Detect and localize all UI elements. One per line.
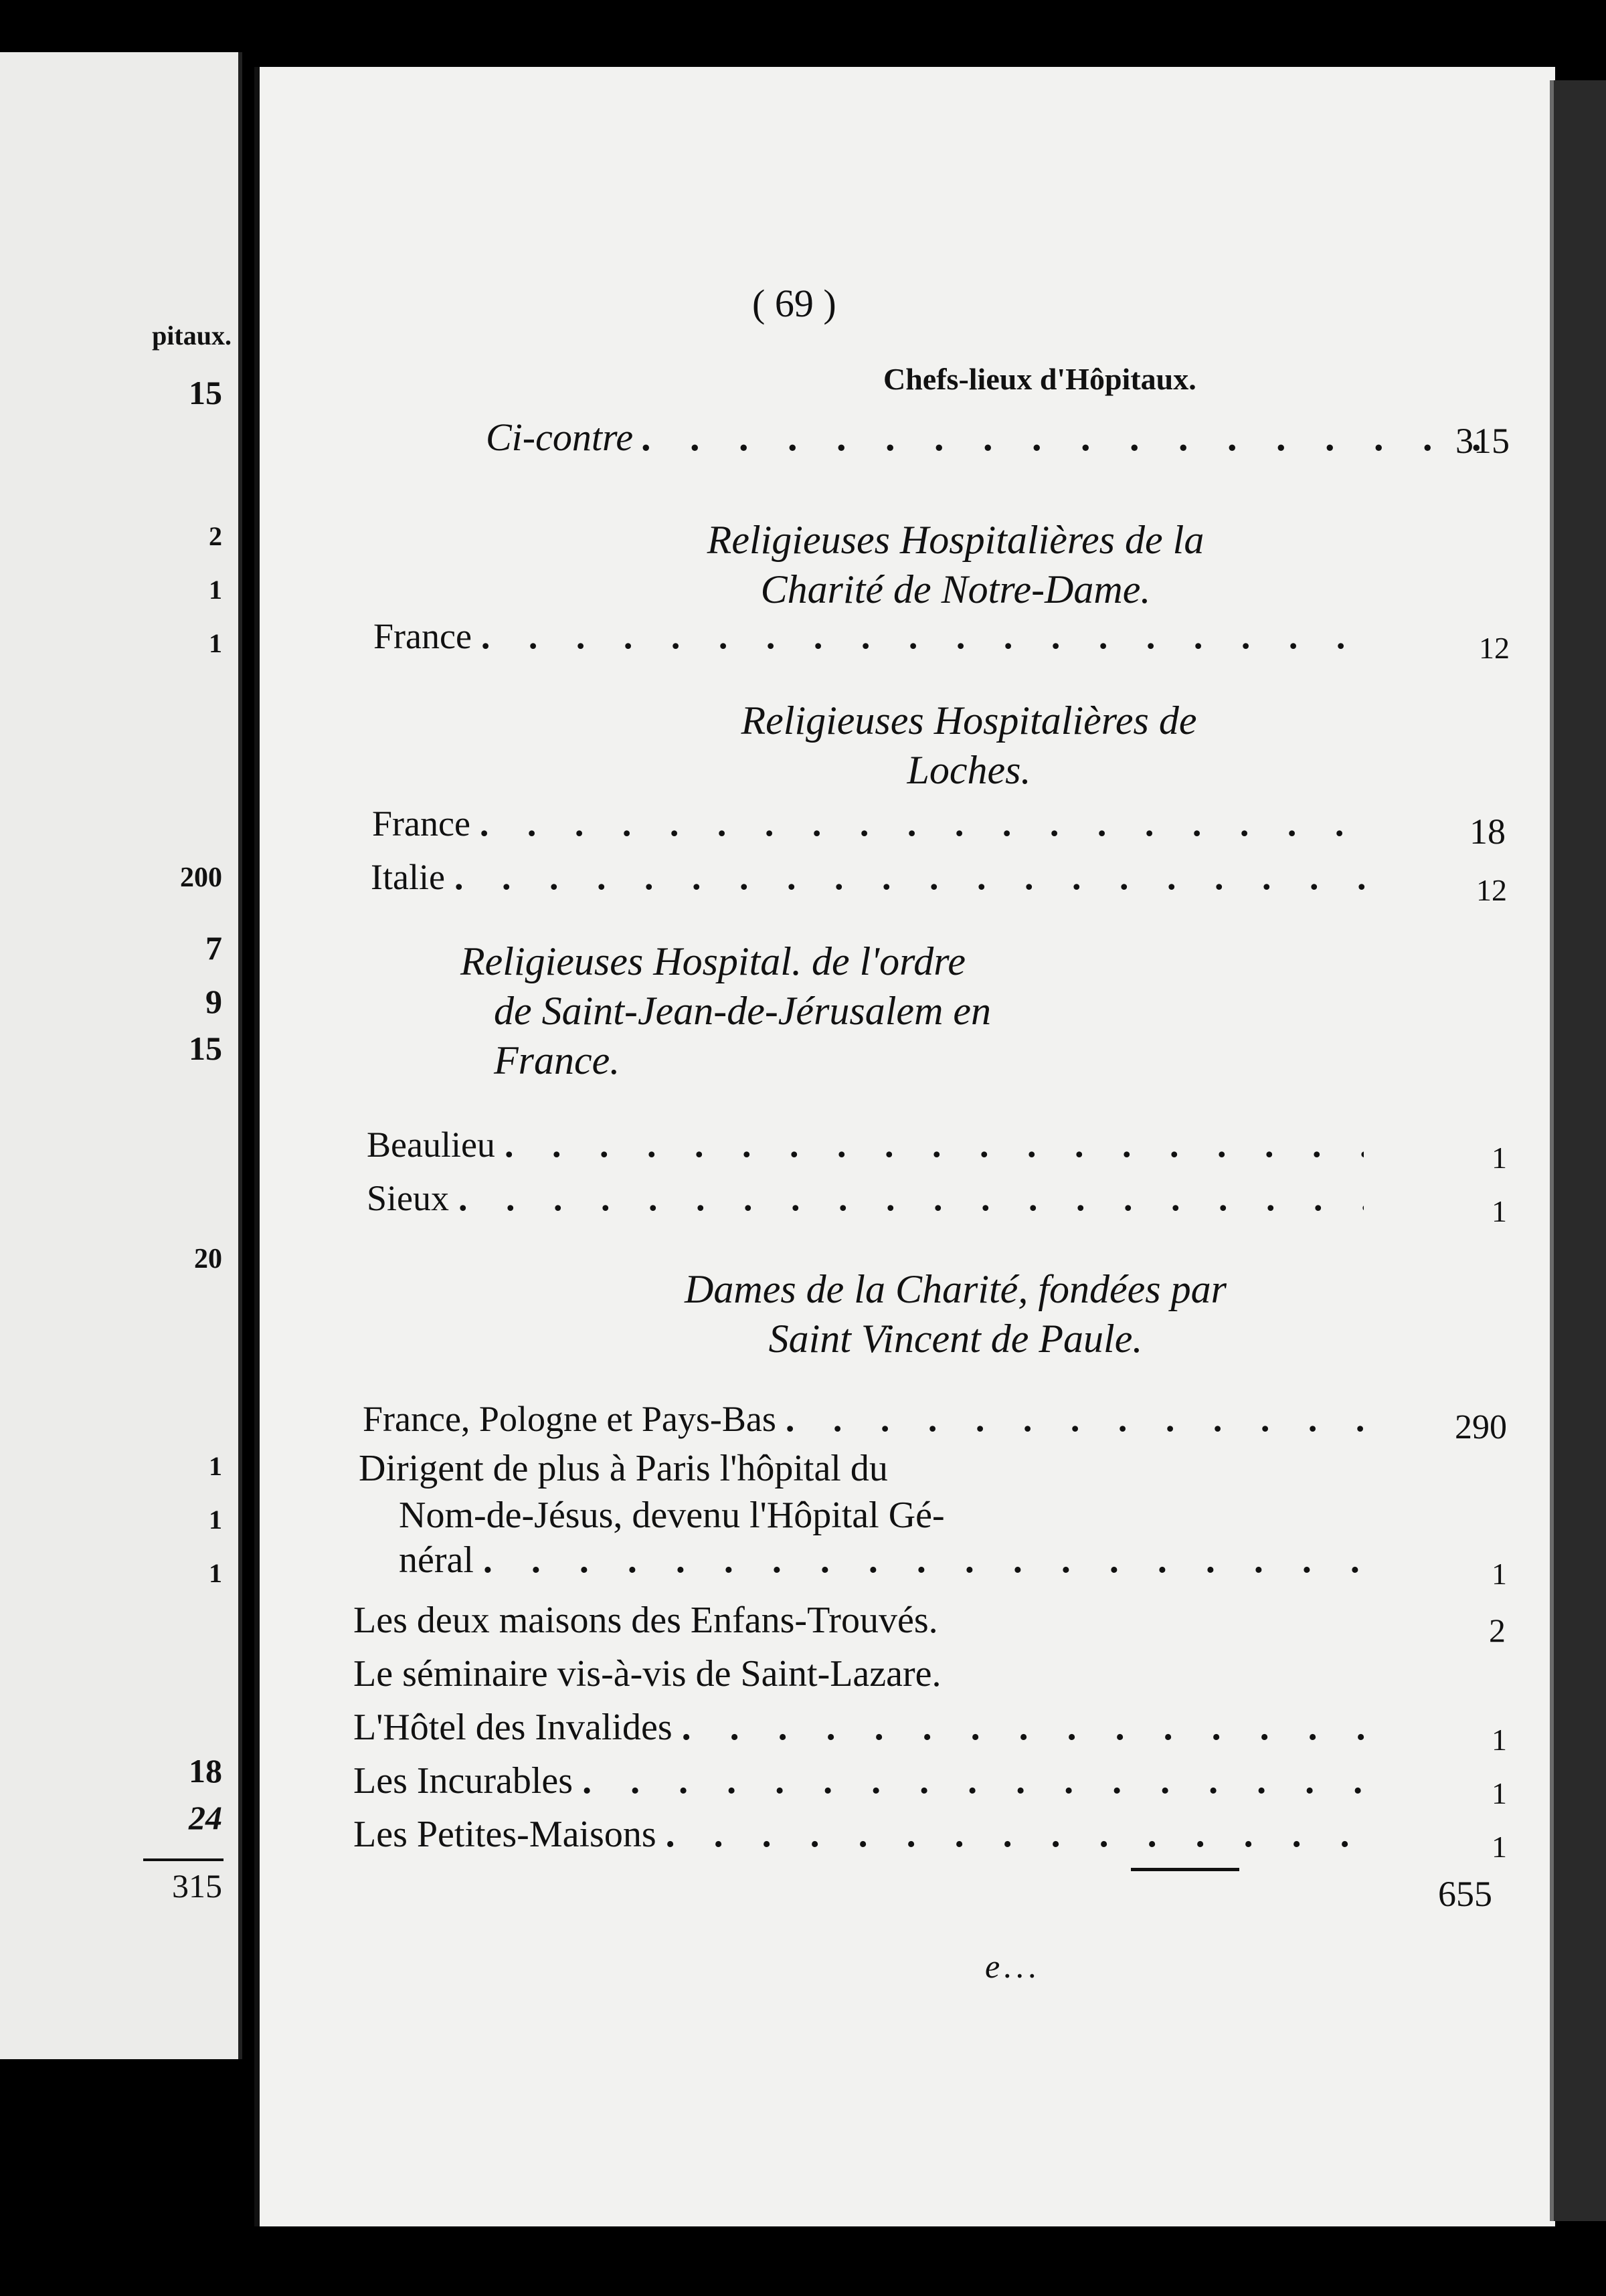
entry-value: 12 — [1476, 873, 1507, 907]
entry-label: Beaulieu — [367, 1125, 495, 1165]
carried-forward-value: 315 — [1455, 421, 1510, 461]
entry-value: 1 — [1492, 1557, 1507, 1591]
left-page-value: 1 — [209, 628, 222, 658]
entry-value: 1 — [1492, 1141, 1507, 1175]
catchword: e... — [985, 1947, 1041, 1985]
dot-leader — [642, 415, 1510, 460]
carried-forward-row — [486, 415, 1510, 460]
left-page-value: 24 — [189, 1799, 222, 1836]
section-heading — [460, 937, 1437, 1085]
entry-value: 1 — [1492, 1830, 1507, 1864]
section-heading-line: Religieuses Hospital. de l'ordre — [460, 939, 966, 983]
section-heading — [467, 1264, 1444, 1363]
entry-label: Les deux maisons des Enfans-Trouvés. — [353, 1600, 938, 1641]
left-page-value: 1 — [209, 1558, 222, 1588]
entry-label: Les Petites-Maisons — [353, 1814, 656, 1855]
dot-leader — [483, 1539, 1369, 1582]
left-page-value: 15 — [189, 1030, 222, 1067]
left-page-value: 9 — [205, 983, 222, 1020]
page-number: ( 69 ) — [752, 282, 836, 325]
entry-label: Les Incurables — [353, 1760, 573, 1802]
entry-row — [372, 803, 1369, 844]
section-heading — [480, 696, 1457, 795]
entry-label: Italie — [371, 857, 445, 897]
carried-forward-label: Ci-contre — [486, 415, 634, 459]
left-page-fragment — [0, 52, 242, 2059]
entry-value: 2 — [1489, 1612, 1506, 1649]
entry-label: néral — [399, 1539, 474, 1581]
left-page-value: 7 — [205, 929, 222, 967]
left-page-value: 15 — [189, 374, 222, 411]
dot-leader — [458, 1177, 1364, 1219]
entry-row — [353, 1813, 1370, 1856]
left-page-total-rule — [143, 1858, 224, 1861]
section-heading-line: Charité de Notre-Dame. — [760, 567, 1151, 611]
entry-row — [363, 1398, 1380, 1440]
section-heading-line: Religieuses Hospitalières de la — [707, 518, 1204, 562]
left-page-value: 1 — [209, 1505, 222, 1535]
left-page-value: 1 — [209, 1451, 222, 1481]
dot-leader — [505, 1124, 1364, 1165]
entry-value: 12 — [1479, 631, 1510, 665]
entry-row — [353, 1599, 1397, 1642]
entry-row — [367, 1177, 1364, 1219]
section-heading-line: Religieuses Hospitalières de — [741, 698, 1197, 743]
section-heading-line: Dames de la Charité, fondées par — [685, 1267, 1227, 1311]
total-rule — [1131, 1868, 1239, 1871]
entry-label: Sieux — [367, 1178, 450, 1218]
dot-leader — [582, 1759, 1370, 1802]
paragraph-entry — [359, 1445, 1403, 1539]
entry-row — [371, 856, 1368, 898]
left-page-value: 2 — [209, 521, 222, 551]
entry-row — [373, 615, 1370, 657]
dot-leader — [454, 856, 1368, 898]
book-fore-edge — [1550, 80, 1606, 2221]
entry-row — [367, 1124, 1364, 1165]
dot-leader — [481, 615, 1370, 657]
section-heading-line: Saint Vincent de Paule. — [768, 1317, 1143, 1361]
column-header: Chefs-lieux d'Hôpitaux. — [883, 362, 1196, 396]
left-page-header: pitaux. — [152, 320, 232, 351]
entry-row — [353, 1652, 1397, 1695]
section-heading-line: de Saint-Jean-de-Jérusalem en — [494, 989, 992, 1033]
entry-row — [353, 1759, 1370, 1802]
dot-leader — [480, 803, 1369, 844]
entry-label: L'Hôtel des Invalides — [353, 1707, 673, 1748]
entry-row — [399, 1539, 1369, 1582]
left-page-value: 18 — [189, 1752, 222, 1790]
entry-label: France — [372, 803, 470, 844]
entry-label: France, Pologne et Pays-Bas — [363, 1399, 776, 1439]
left-page-value: 1 — [209, 575, 222, 605]
left-page-value: 20 — [194, 1244, 222, 1274]
paragraph-line: Nom-de-Jésus, devenu l'Hôpital Gé- — [399, 1495, 945, 1536]
left-page-value: 200 — [180, 862, 222, 893]
dot-leader — [666, 1813, 1370, 1856]
paragraph-line: Dirigent de plus à Paris l'hôpital du — [359, 1448, 888, 1489]
section-heading-line: France. — [494, 1038, 620, 1082]
section-heading-line: Loches. — [907, 748, 1031, 792]
entry-label: France — [373, 616, 472, 656]
entry-value: 18 — [1469, 811, 1506, 852]
book-page — [254, 67, 1555, 2226]
dot-leader — [682, 1706, 1370, 1749]
entry-value: 1 — [1492, 1194, 1507, 1228]
entry-row — [353, 1706, 1370, 1749]
entry-label: Le séminaire vis-à-vis de Saint-Lazare. — [353, 1653, 942, 1695]
section-heading — [467, 515, 1444, 614]
page-total: 655 — [1438, 1874, 1492, 1914]
left-page-total: 315 — [172, 1867, 222, 1905]
dot-leader — [786, 1398, 1380, 1440]
entry-value: 290 — [1455, 1408, 1507, 1446]
entry-value: 1 — [1492, 1723, 1507, 1757]
entry-value: 1 — [1492, 1776, 1507, 1810]
